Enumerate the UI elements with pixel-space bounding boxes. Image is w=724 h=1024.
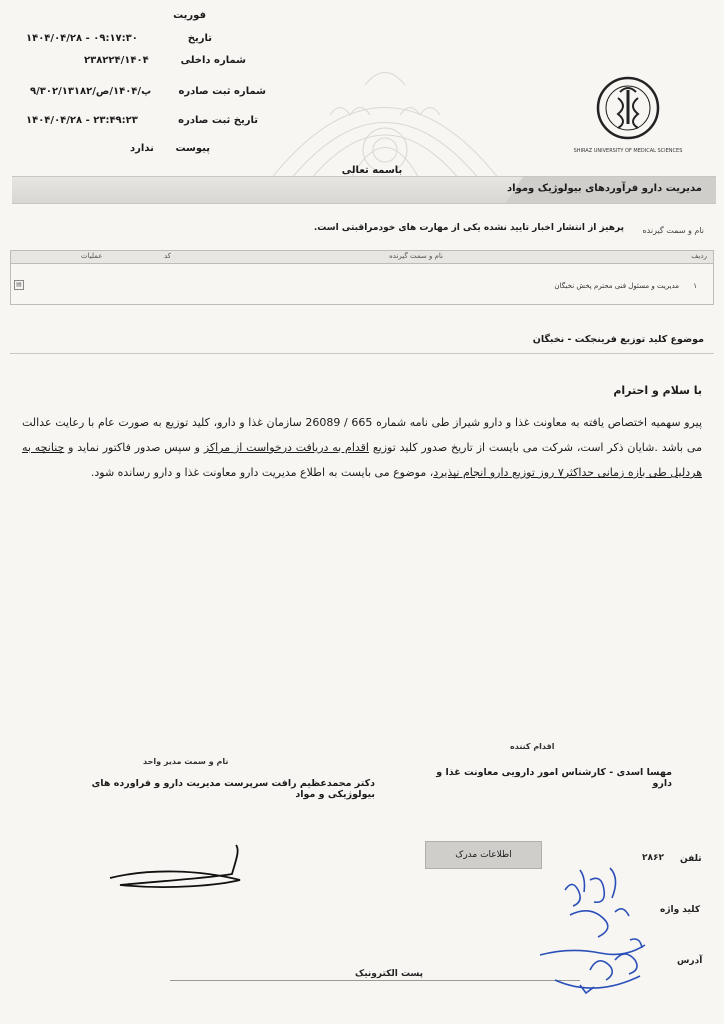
divider — [10, 353, 714, 354]
date-value: ۱۴۰۴/۰۴/۲۸ - ۰۹:۱۷:۳۰ — [26, 33, 138, 44]
phone-value: ۲۸۶۲ — [642, 853, 664, 863]
issued-no-row — [30, 86, 266, 100]
director-header: نام و سمت مدیر واحد — [143, 757, 229, 766]
body-underline-2: چنانچه به هردلیل طی بازه زمانی حداکثر۷ روز توزیع دارو انجام نپذیرد — [22, 441, 702, 479]
actor-header: اقدام کننده — [510, 742, 555, 751]
actor-name: مهسا اسدی - کارشناس امور دارویی معاونت غذا و دارو — [436, 767, 672, 789]
attachment-row — [130, 143, 210, 157]
recipient-label: نام و سمت گیرنده — [642, 226, 704, 235]
date-label: تاریخ — [187, 33, 212, 44]
address-label: آدرس — [677, 956, 703, 966]
body-part-3: و سپس صدور فاکتور نماید و — [68, 441, 200, 454]
issued-date-value: ۱۴۰۴/۰۴/۲۸ - ۲۳:۴۹:۲۳ — [26, 115, 138, 126]
header-ops: عملیات — [81, 252, 103, 260]
university-logo — [573, 70, 683, 160]
department-title: مدیریت دارو فرآوردهای بیولوژیک ومواد — [506, 183, 702, 194]
director-signature — [90, 840, 270, 910]
reference-number: 26089 / 665 — [305, 416, 373, 429]
body-underline-1: اقدام به دریافت درخواست از مراکز — [203, 441, 369, 454]
letter-body — [22, 410, 702, 485]
row-number: ۱ — [693, 282, 697, 290]
priority-label: فوریت — [173, 10, 206, 21]
greeting: با سلام و احترام — [613, 384, 702, 397]
issued-no-value: ۹/۳۰۲/۱۳۱۸۲/پ/۱۴۰۴/ص — [30, 86, 152, 97]
email-label: پست الکترونیک — [355, 969, 424, 979]
internal-no-label: شماره داخلی — [180, 55, 246, 66]
table-row — [11, 264, 713, 304]
date-row — [26, 33, 212, 47]
basmala: باسمه تعالی — [341, 165, 403, 176]
attachment-value: ندارد — [130, 143, 154, 154]
attachment-label: پیوست — [175, 143, 210, 154]
email-underline — [170, 980, 580, 981]
table-header — [11, 251, 713, 264]
body-part-2: سازمان غذا و دارو، کلید توزیع به صورت عام با رعایت عدالت می باشد .شایان ذکر است، شرکت می بایست از تاریخ صدور کلید توزیع — [22, 416, 702, 454]
body-part-4: ، موضوع می بایست به اطلاع مدیریت دارو معاونت غذا و دارو رسانده شود. — [90, 466, 434, 479]
view-icon[interactable]: ▤ — [14, 280, 24, 290]
phone-label: تلفن — [680, 854, 702, 864]
priority-row — [150, 10, 206, 24]
recipients-table — [10, 250, 714, 305]
header-row-no: ردیف — [691, 252, 707, 260]
row-recipient: مدیریت و مسئول فنی محترم پخش نخبگان — [554, 282, 679, 290]
internal-no-row — [84, 55, 246, 69]
subject-line: موضوع کلید توزیع فرینجکت - نخبگان — [532, 334, 704, 345]
header-name: نام و سمت گیرنده — [389, 252, 443, 260]
keyword-label: کلید واژه — [660, 905, 701, 915]
issued-no-label: شماره ثبت صادره — [178, 86, 266, 97]
issued-date-row — [26, 115, 258, 129]
director-name: دکتر محمدعظیم رافت سرپرست مدیریت دارو و فراورده های بیولوژیکی و مواد — [91, 778, 375, 800]
body-part-1: پیرو سهمیه اختصاص یافته به معاونت غذا و دارو شیراز طی نامه شماره — [376, 416, 702, 429]
internal-no-value: ۲۳۸۲۲۴/۱۴۰۴ — [84, 55, 149, 66]
department-bar — [12, 176, 716, 204]
warning-text: پرهیز از انتشار اخبار تایید نشده یکی از مهارت های خودمراقبتی است. — [313, 223, 624, 233]
header-code: کد — [164, 252, 172, 260]
handwritten-note — [520, 860, 670, 1010]
issued-date-label: تاریخ ثبت صادره — [178, 115, 258, 126]
document-info-button[interactable]: اطلاعات مدرک — [425, 841, 542, 869]
svg-text:SHIRAZ UNIVERSITY OF MEDICAL S: SHIRAZ UNIVERSITY OF MEDICAL SCIENCES — [573, 148, 683, 154]
